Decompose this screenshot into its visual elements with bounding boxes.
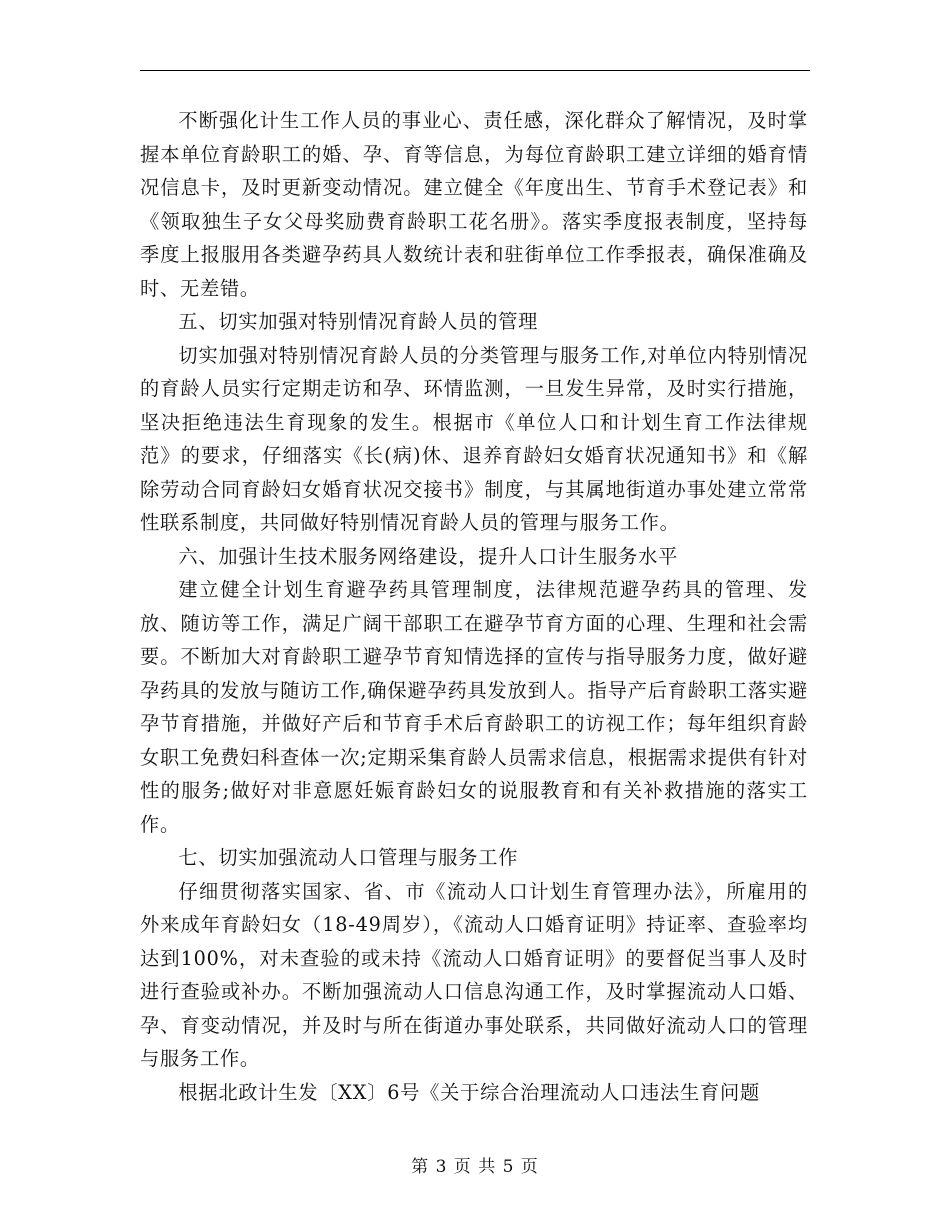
- paragraph-special-cases: 切实加强对特别情况育龄人员的分类管理与服务工作,对单位内特别情况的育龄人员实行定期走访和孕、环情监测，一旦发生异常，及时实行措施，坚决拒绝违法生育现象的发生。根据市《单位人口和计划生育工作法律规范》的要求，仔细落实《长(病)休、退养育龄妇女婚育状况通知书》和《解除劳动合同育龄妇女婚育状况交接书》制度，与其属地街道办事处建立常常性联系制度，共同做好特别情况育龄人员的管理与服务工作。: [140, 343, 808, 534]
- page-number: 第 3 页 共 5 页: [411, 1157, 539, 1177]
- section-heading-5: 五、切实加强对特别情况育龄人员的管理: [178, 310, 539, 333]
- paragraph-policy-reference: 根据北政计生发〔XX〕6号《关于综合治理流动人口违法生育问题: [178, 1080, 760, 1104]
- document-body: [140, 104, 808, 1109]
- section-heading-6: 六、加强计生技术服务网络建设，提升人口计生服务水平: [178, 544, 679, 568]
- paragraph-floating-population: 仔细贯彻落实国家、省、市《流动人口计划生育管理办法》，所雇用的外来成年育龄妇女（18-49周岁），《流动人口婚育证明》持证率、查验率均达到100%，对未查验的或未持《流动人口婚育证明》的要督促当事人及时进行查验或补办。不断加强流动人口信息沟通工作，及时掌握流动人口婚、孕、育变动情况，并及时与所在街道办事处联系，共同做好流动人口的管理与服务工作。: [140, 879, 808, 1070]
- paragraph-contraceptive-service: 建立健全计划生育避孕药具管理制度，法律规范避孕药具的管理、发放、随访等工作，满足广阔干部职工在避孕节育方面的心理、生理和社会需要。不断加大对育龄职工避孕节育知情选择的宣传与指导服务力度，做好避孕药具的发放与随访工作,确保避孕药具发放到人。指导产后育龄职工落实避孕节育措施，并做好产后和节育手术后育龄职工的访视工作；每年组织育龄女职工免费妇科查体一次;定期采集育龄人员需求信息，根据需求提供有针对性的服务;做好对非意愿妊娠育龄妇女的说服教育和有关补救措施的落实工作。: [140, 578, 808, 836]
- paragraph-info-management: 不断强化计生工作人员的事业心、责任感，深化群众了解情况，及时掌握本单位育龄职工的婚、孕、育等信息，为每位育龄职工建立详细的婚育情况信息卡，及时更新变动情况。建立健全《年度出生、节育手术登记表》和《领取独生子女父母奖励费育龄职工花名册》。落实季度报表制度，坚持每季度上报服用各类避孕药具人数统计表和驻街单位工作季报表，确保准确及时、无差错。: [140, 109, 808, 300]
- section-heading-7: 七、切实加强流动人口管理与服务工作: [178, 846, 519, 869]
- header-rule: [140, 70, 810, 71]
